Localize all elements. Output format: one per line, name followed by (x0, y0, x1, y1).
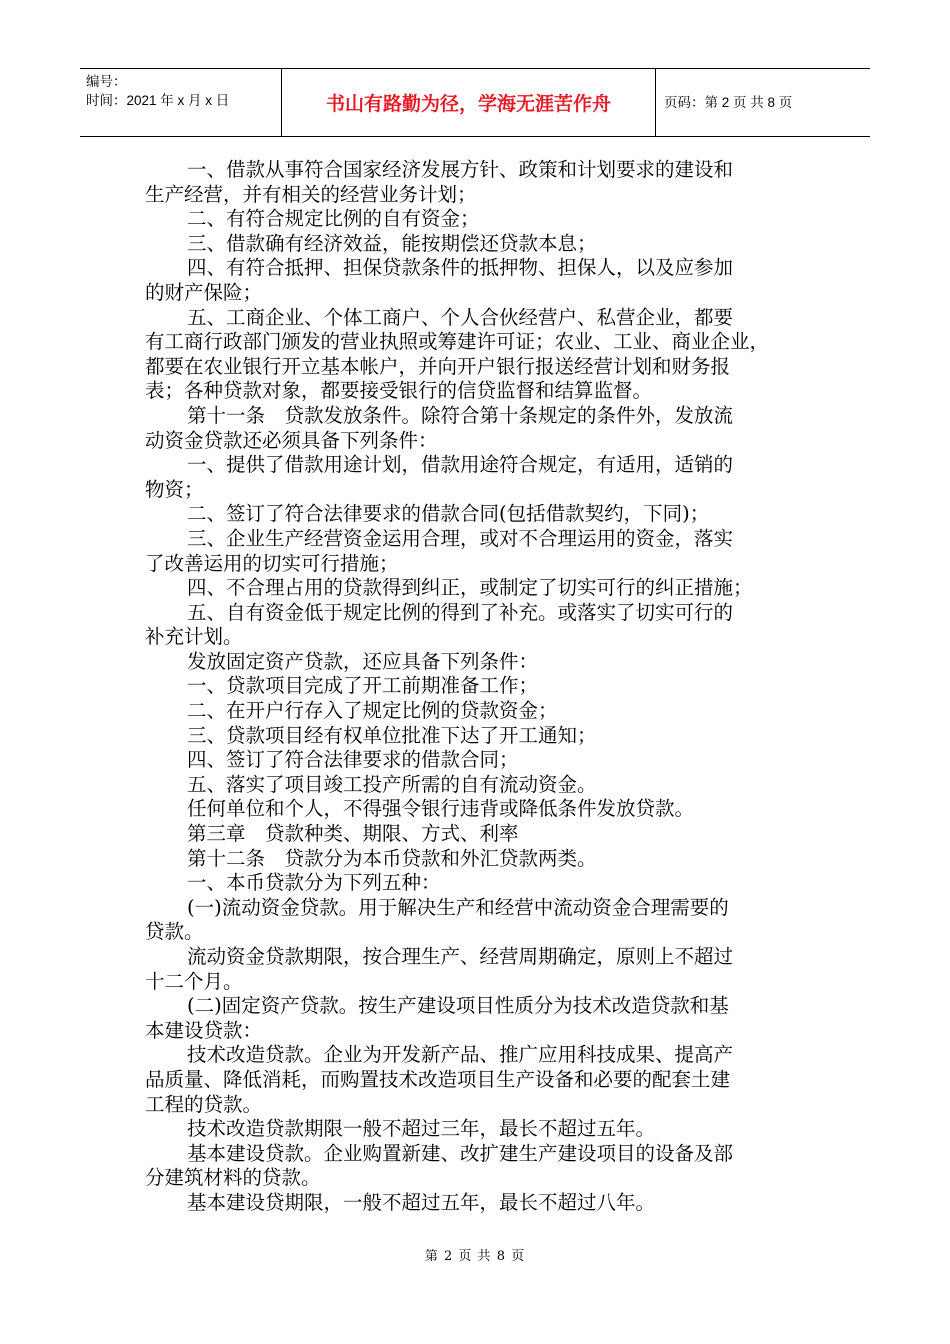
text-line: 一、提供了借款用途计划，借款用途符合规定，有适用，适销的 (187, 453, 734, 477)
page-footer: 第 2 页 共 8 页 (424, 1249, 526, 1264)
text-line: 表；各种贷款对象，都要接受银行的信贷监督和结算监督。 (145, 379, 653, 403)
text-line: 技术改造贷款期限一般不超过三年，最长不超过五年。 (187, 1117, 656, 1141)
text-line: 本建设贷款： (145, 1018, 263, 1042)
text-line: 五、工商企业、个体工商户、个人合伙经营户、私营企业，都要 (187, 305, 734, 329)
header-meta-cell (80, 69, 282, 136)
text-line: 补充计划。 (145, 625, 243, 649)
text-line: 三、贷款项目经有权单位批准下达了开工通知； (187, 723, 597, 747)
text-line: 二、签订了符合法律要求的借款合同(包括借款契约，下同)； (187, 502, 710, 526)
text-line: 流动资金贷款期限，按合理生产、经营周期确定，原则上不超过 (187, 945, 734, 968)
header-motto: 书山有路勤为径，学海无涯苦作舟 (325, 93, 611, 115)
text-line: 物资； (145, 477, 204, 501)
text-line: 五、落实了项目竣工投产所需的自有流动资金。 (187, 772, 597, 796)
document-time-label: 时间：2021 年 x 月 x 日 (86, 93, 230, 108)
text-line: 发放固定资产贷款，还应具备下列条件： (187, 649, 539, 673)
text-line: 任何单位和个人，不得强令银行违背或降低条件发放贷款。 (187, 797, 695, 821)
text-line: 第十二条 贷款分为本币贷款和外汇贷款两类。 (187, 846, 597, 870)
text-line: 贷款。 (145, 920, 204, 944)
text-line: 五、自有资金低于规定比例的得到了补充。或落实了切实可行的 (187, 600, 734, 624)
text-line: 一、本币贷款分为下列五种： (187, 871, 441, 895)
text-line: 一、借款从事符合国家经济发展方针、政策和计划要求的建设和 (187, 158, 734, 181)
text-line: 四、有符合抵押、担保贷款条件的抵押物、担保人，以及应参加 (187, 256, 734, 280)
text-line: 品质量、降低消耗，而购置技术改造项目生产设备和必要的配套土建 (145, 1067, 731, 1091)
chapter-heading: 第三章 贷款种类、期限、方式、利率 (187, 822, 519, 846)
text-line: 工程的贷款。 (145, 1092, 263, 1116)
text-line: (二)固定资产贷款。按生产建设项目性质分为技术改造贷款和基 (187, 994, 729, 1018)
text-line: 技术改造贷款。企业为开发新产品、推广应用科技成果、提高产 (187, 1043, 734, 1067)
text-line: 三、企业生产经营资金运用合理，或对不合理运用的资金，落实 (187, 526, 734, 550)
text-line: 四、不合理占用的贷款得到纠正，或制定了切实可行的纠正措施； (187, 576, 753, 600)
text-line: 二、在开户行存入了规定比例的贷款资金； (187, 699, 558, 723)
text-line: 十二个月。 (145, 969, 243, 993)
text-line: 基本建设贷款。企业购置新建、改扩建生产建设项目的设备及部 (187, 1141, 734, 1165)
text-line: 基本建设贷期限，一般不超过五年，最长不超过八年。 (187, 1190, 656, 1214)
header-page-info: 页码：第 2 页 共 8 页 (664, 95, 793, 110)
text-line: 三、借款确有经济效益，能按期偿还贷款本息； (187, 231, 597, 255)
text-line: 第十一条 贷款发放条件。除符合第十条规定的条件外，发放流 (187, 403, 734, 427)
text-line: 动资金贷款还必须具备下列条件： (145, 428, 438, 452)
header-page-cell (656, 69, 870, 136)
text-line: 都要在农业银行开立基本帐户，并向开户银行报送经营计划和财务报 (145, 354, 731, 378)
text-line: 二、有符合规定比例的自有资金； (187, 207, 480, 231)
text-line: 有工商行政部门颁发的营业执照或筹建许可证；农业、工业、商业企业， (145, 330, 770, 354)
text-line: 的财产保险； (145, 280, 263, 304)
header-motto-cell (282, 69, 656, 136)
text-line: 四、签订了符合法律要求的借款合同； (187, 748, 519, 772)
text-line: 生产经营，并有相关的经营业务计划； (145, 182, 477, 206)
text-line: 一、贷款项目完成了开工前期准备工作； (187, 674, 539, 698)
text-line: 了改善运用的切实可行措施； (145, 551, 399, 575)
document-number-label: 编号： (86, 74, 127, 89)
page-header (80, 68, 870, 137)
text-line: (一)流动资金贷款。用于解决生产和经营中流动资金合理需要的 (187, 895, 729, 919)
text-line: 分建筑材料的贷款。 (145, 1166, 321, 1190)
document-body (145, 158, 805, 1216)
